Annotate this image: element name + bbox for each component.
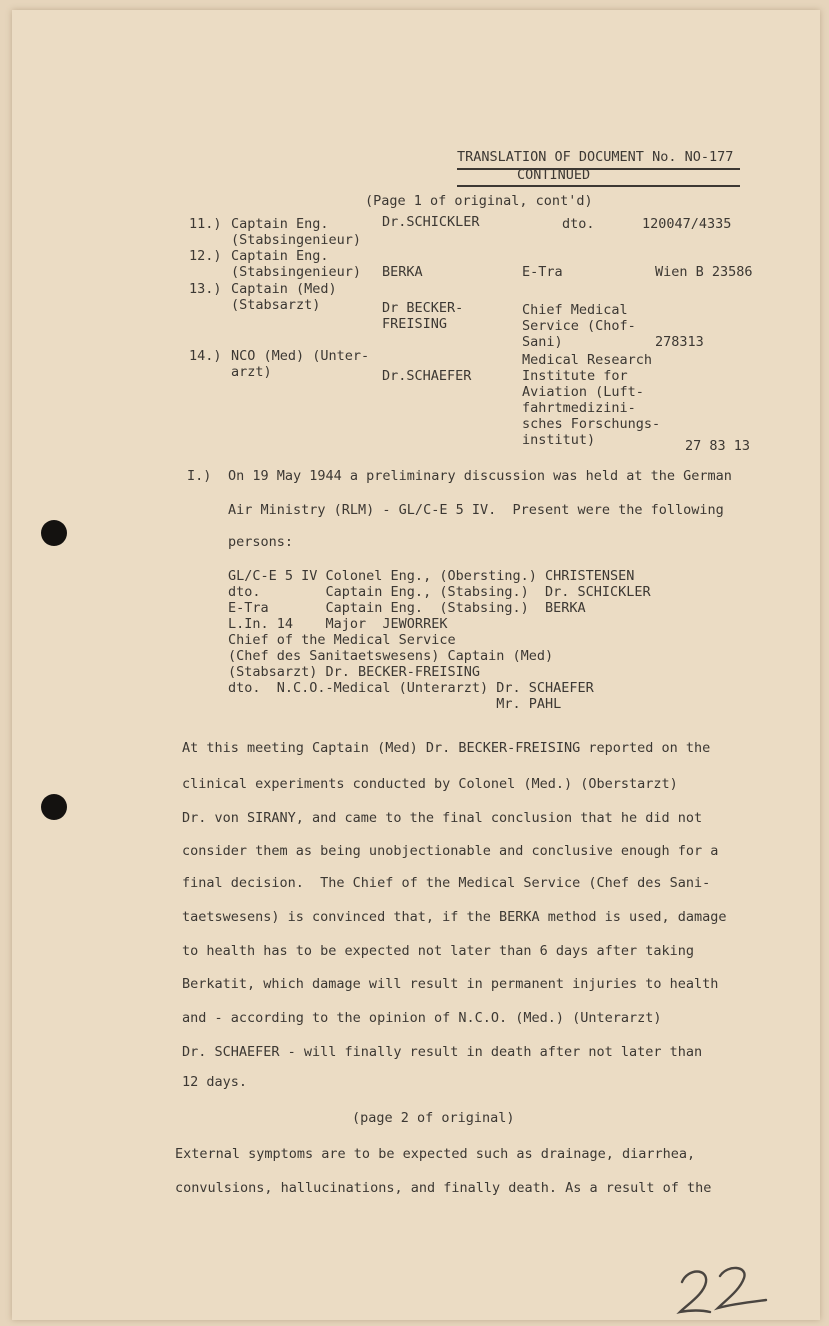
personnel-number: 13.) — [189, 281, 222, 297]
page-note-2: (page 2 of original) — [352, 1110, 515, 1126]
personnel-rank: NCO (Med) (Unter- — [231, 348, 370, 364]
personnel-rank: Captain Eng. — [231, 216, 329, 232]
personnel-unit: sches Forschungs- — [522, 416, 661, 432]
attendee-line: L.In. 14 Major JEWORREK — [228, 616, 448, 632]
section-text-line: persons: — [228, 534, 294, 550]
section-number: I.) — [187, 468, 212, 484]
personnel-rank: Captain (Med) — [231, 281, 337, 297]
attendee-line: (Stabsarzt) Dr. BECKER-FREISING — [228, 664, 480, 680]
body-line: to health has to be expected not later than 6 days after taking — [182, 943, 695, 959]
personnel-number: 12.) — [189, 248, 222, 264]
personnel-name: FREISING — [382, 316, 448, 332]
body-line: Dr. von SIRANY, and came to the final conclusion that he did not — [182, 810, 703, 826]
personnel-rank: Captain Eng. — [231, 248, 329, 264]
punch-hole-top — [41, 520, 67, 546]
attendee-line: (Chef des Sanitaetswesens) Captain (Med) — [228, 648, 554, 664]
personnel-id: 120047/4335 — [642, 216, 732, 232]
attendee-line: Chief of the Medical Service — [228, 632, 456, 648]
body-line: 12 days. — [182, 1074, 248, 1090]
attendee-line: GL/C-E 5 IV Colonel Eng., (Obersting.) CHRISTENSEN — [228, 568, 635, 584]
page-note-1: (Page 1 of original, cont'd) — [365, 193, 593, 209]
personnel-number: 11.) — [189, 216, 222, 232]
body-line: clinical experiments conducted by Colonel (Med.) (Oberstarzt) — [182, 776, 678, 792]
personnel-unit: Medical Research — [522, 352, 653, 368]
body-line: convulsions, hallucinations, and finally death. As a result of the — [175, 1180, 712, 1196]
body-line: taetswesens) is convinced that, if the BERKA method is used, damage — [182, 909, 727, 925]
body-line: Berkatit, which damage will result in permanent injuries to health — [182, 976, 719, 992]
body-line: consider them as being unobjectionable and conclusive enough for a — [182, 843, 719, 859]
handwritten-page-number — [674, 1260, 774, 1320]
personnel-unit: Chief Medical — [522, 302, 628, 318]
section-text-line: On 19 May 1944 a preliminary discussion was held at the German — [228, 468, 732, 484]
punch-hole-bottom — [41, 794, 67, 820]
body-line: At this meeting Captain (Med) Dr. BECKER-FREISING reported on the — [182, 740, 711, 756]
continued-underline — [457, 185, 740, 187]
personnel-rank: (Stabsingenieur) — [231, 232, 362, 248]
personnel-unit: E-Tra — [522, 264, 563, 280]
document-page — [12, 10, 820, 1320]
personnel-rank: arzt) — [231, 364, 272, 380]
section-text-line: Air Ministry (RLM) - GL/C-E 5 IV. Present were the following — [228, 502, 724, 518]
personnel-number: 14.) — [189, 348, 222, 364]
title-underline — [457, 168, 740, 170]
personnel-unit: fahrtmedizini- — [522, 400, 636, 416]
personnel-rank: (Stabsingenieur) — [231, 264, 362, 280]
personnel-rank: (Stabsarzt) — [231, 297, 321, 313]
personnel-unit: institut) — [522, 432, 596, 448]
attendee-line: dto. Captain Eng., (Stabsing.) Dr. SCHICKLER — [228, 584, 651, 600]
body-line: Dr. SCHAEFER - will finally result in death after not later than — [182, 1044, 703, 1060]
personnel-name: Dr.SCHAEFER — [382, 368, 472, 384]
attendee-line: Mr. PAHL — [228, 696, 562, 712]
personnel-id: 27 83 13 — [685, 438, 751, 454]
continued-label: CONTINUED — [517, 167, 591, 183]
personnel-id: Wien B 23586 — [655, 264, 753, 280]
personnel-unit: Aviation (Luft- — [522, 384, 644, 400]
body-line: and - according to the opinion of N.C.O. (Med.) (Unterarzt) — [182, 1010, 662, 1026]
personnel-unit: Institute for — [522, 368, 628, 384]
body-line: External symptoms are to be expected such as drainage, diarrhea, — [175, 1146, 696, 1162]
attendee-line: E-Tra Captain Eng. (Stabsing.) BERKA — [228, 600, 586, 616]
personnel-unit: Service (Chof- — [522, 318, 636, 334]
document-title: TRANSLATION OF DOCUMENT No. NO-177 — [457, 149, 734, 165]
personnel-id: 278313 — [655, 334, 704, 350]
personnel-name: BERKA — [382, 264, 423, 280]
attendee-line: dto. N.C.O.-Medical (Unterarzt) Dr. SCHAEFER — [228, 680, 594, 696]
body-line: final decision. The Chief of the Medical Service (Chef des Sani- — [182, 875, 711, 891]
personnel-unit: Sani) — [522, 334, 563, 350]
personnel-name: Dr.SCHICKLER — [382, 214, 480, 230]
personnel-name: Dr BECKER- — [382, 300, 464, 316]
personnel-unit: dto. — [562, 216, 595, 232]
